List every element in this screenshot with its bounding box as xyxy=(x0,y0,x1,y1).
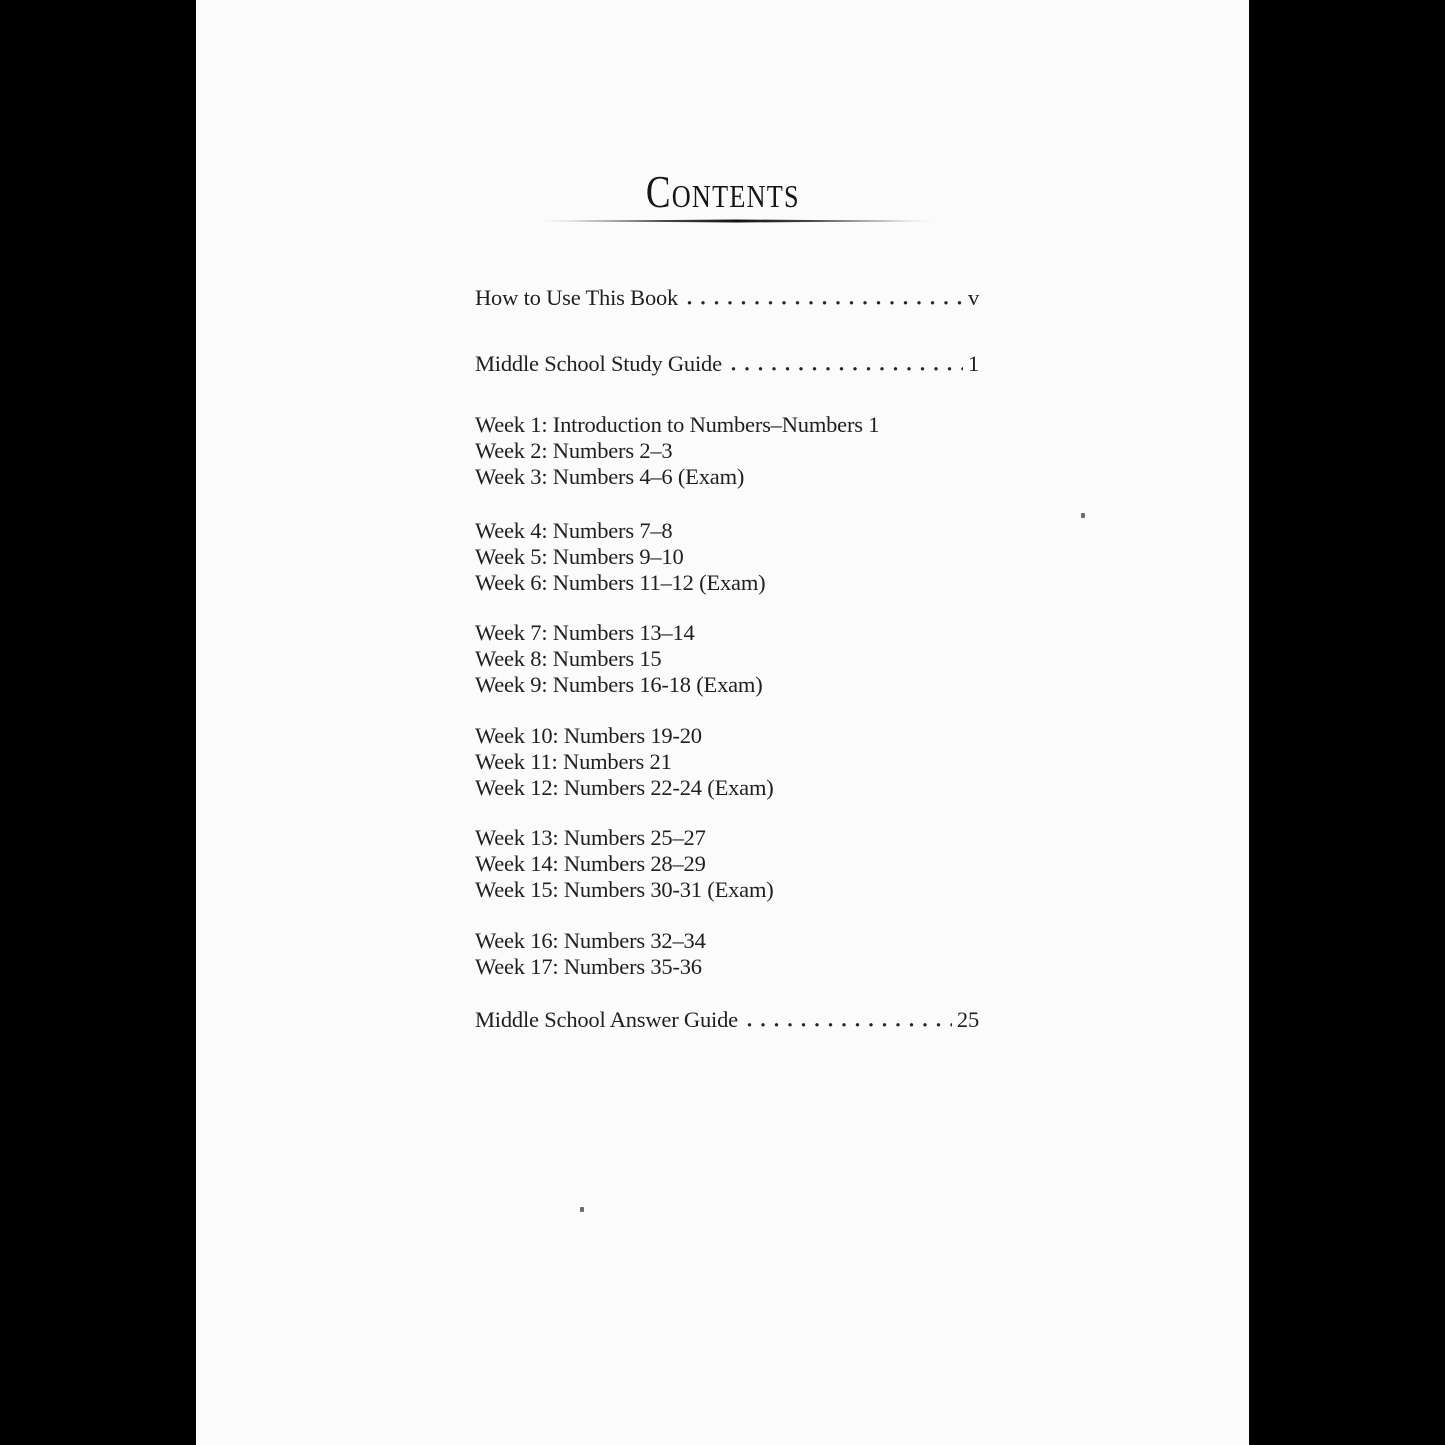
toc-entry xyxy=(475,285,979,311)
week-entry: Week 16: Numbers 32–34 xyxy=(475,928,706,953)
week-group xyxy=(475,928,979,980)
week-entry: Week 1: Introduction to Numbers–Numbers 1 xyxy=(475,412,880,437)
book-page xyxy=(196,0,1249,1445)
week-group xyxy=(475,412,979,490)
toc-entry-page: 25 xyxy=(956,1007,979,1032)
week-entry: Week 15: Numbers 30-31 (Exam) xyxy=(475,877,774,902)
toc-entry-page: 1 xyxy=(967,351,979,376)
week-group xyxy=(475,518,979,596)
week-entry: Week 9: Numbers 16-18 (Exam) xyxy=(475,672,763,697)
scan-border-right xyxy=(1249,0,1445,1445)
week-entry: Week 5: Numbers 9–10 xyxy=(475,544,684,569)
dot-leader xyxy=(747,1022,952,1029)
week-entry: Week 4: Numbers 7–8 xyxy=(475,518,673,543)
scan-speck xyxy=(1081,513,1085,518)
title-rule-ornament xyxy=(535,219,940,223)
toc-entry-label: How to Use This Book xyxy=(475,285,679,310)
week-entry: Week 7: Numbers 13–14 xyxy=(475,620,695,645)
week-entry: Week 13: Numbers 25–27 xyxy=(475,825,706,850)
week-entry: Week 11: Numbers 21 xyxy=(475,749,672,774)
week-group xyxy=(475,825,979,903)
toc-entry xyxy=(475,1007,979,1033)
week-entry: Week 14: Numbers 28–29 xyxy=(475,851,706,876)
week-entry: Week 12: Numbers 22-24 (Exam) xyxy=(475,775,774,800)
week-entry: Week 6: Numbers 11–12 (Exam) xyxy=(475,570,766,595)
week-entry: Week 17: Numbers 35-36 xyxy=(475,954,702,979)
scan-border-left xyxy=(0,0,196,1445)
week-entry: Week 10: Numbers 19-20 xyxy=(475,723,702,748)
page-title: Contents xyxy=(645,167,800,217)
week-entry: Week 2: Numbers 2–3 xyxy=(475,438,673,463)
week-group xyxy=(475,723,979,801)
scan-speck xyxy=(580,1207,584,1212)
toc-entry-page: v xyxy=(967,285,979,310)
week-entry: Week 8: Numbers 15 xyxy=(475,646,662,671)
toc-entry xyxy=(475,351,979,377)
week-group xyxy=(475,620,979,698)
table-of-contents xyxy=(475,285,979,1033)
toc-entry-label: Middle School Study Guide xyxy=(475,351,722,376)
toc-entry-label: Middle School Answer Guide xyxy=(475,1007,738,1032)
dot-leader xyxy=(687,300,963,307)
week-entry: Week 3: Numbers 4–6 (Exam) xyxy=(475,464,745,489)
title-block xyxy=(196,168,1249,216)
dot-leader xyxy=(731,366,963,373)
